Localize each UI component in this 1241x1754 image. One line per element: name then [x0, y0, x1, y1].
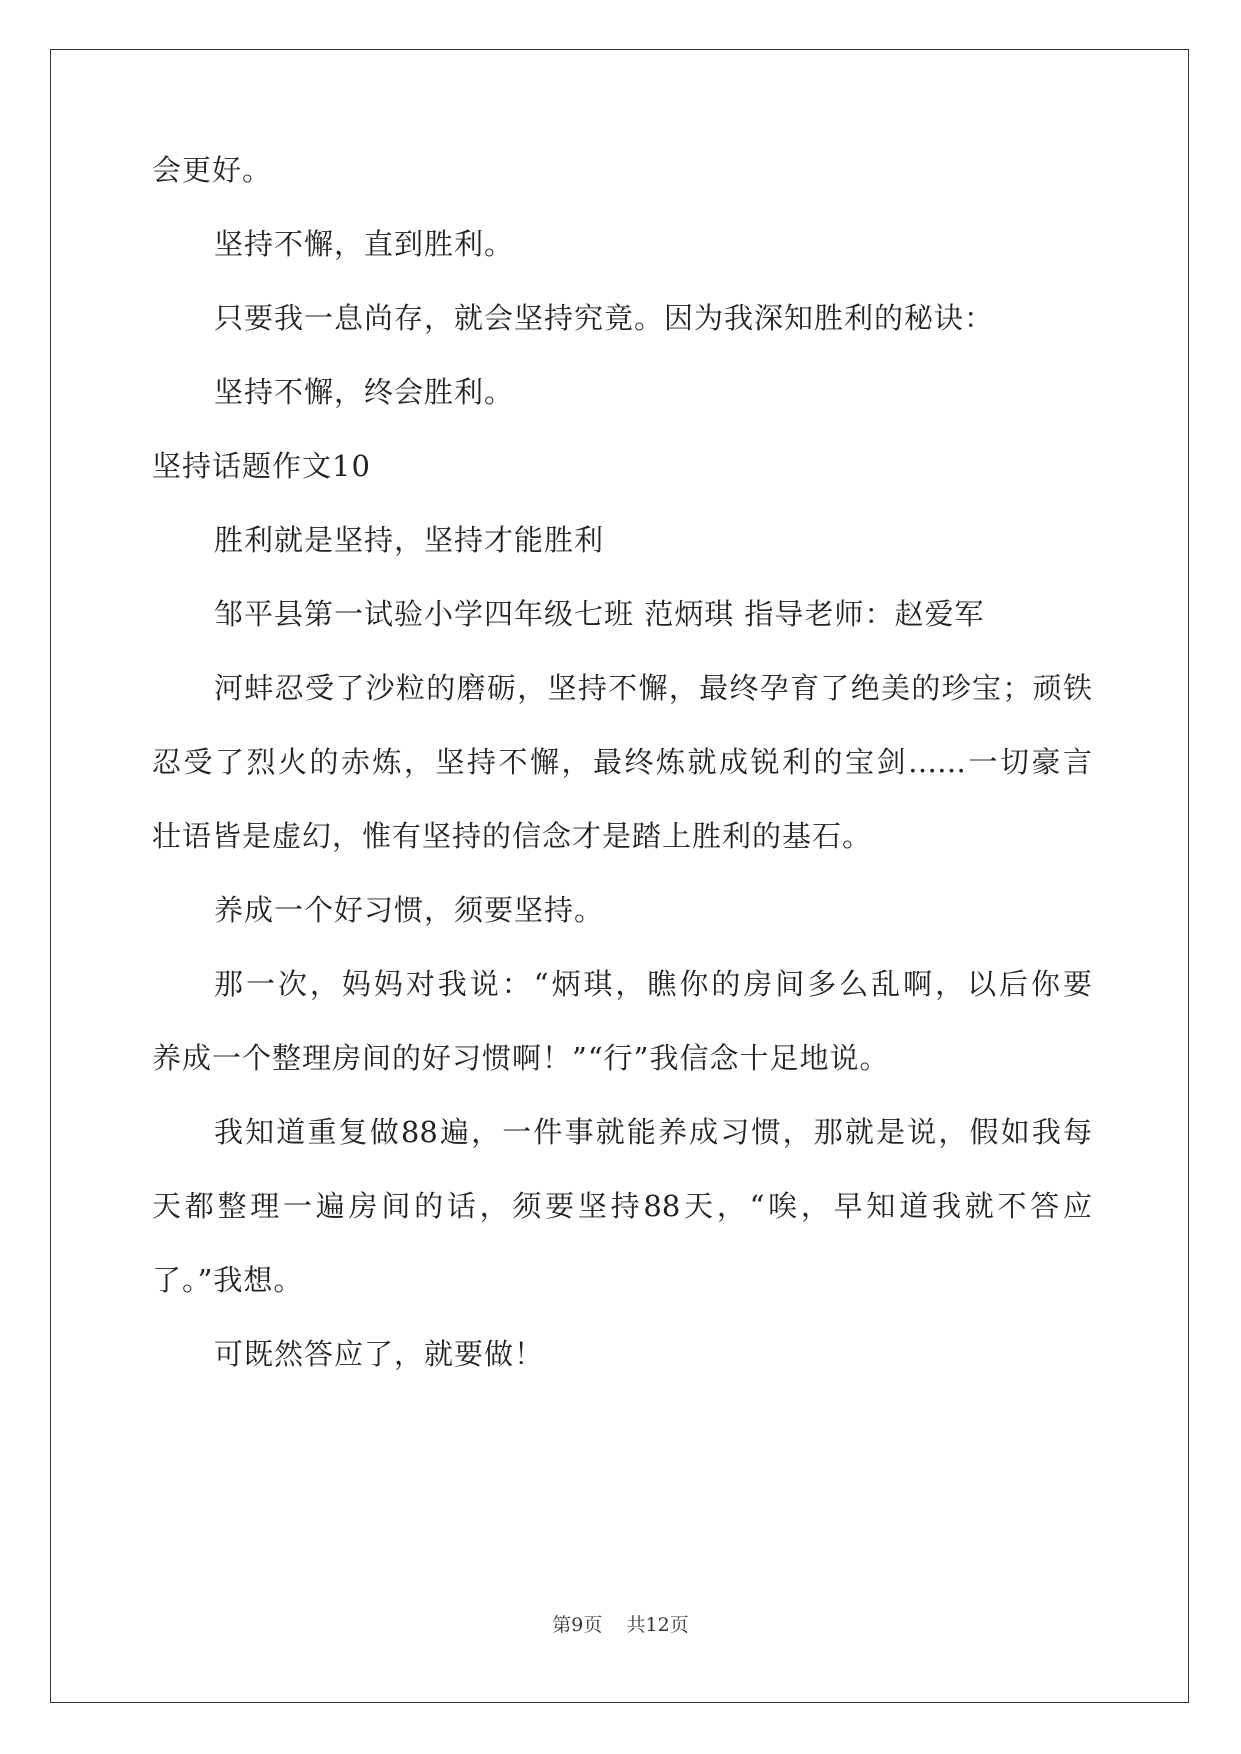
- text-line: 河蚌忍受了沙粒的磨砺，坚持不懈，最终孕育了绝美的珍宝；顽铁: [214, 671, 1092, 705]
- text-line: 养成一个好习惯，须要坚持。: [214, 893, 605, 927]
- text-line: 壮语皆是虚幻，惟有坚持的信念才是踏上胜利的基石。: [152, 819, 873, 853]
- author-line: 邹平县第一试验小学四年级七班 范炳琪 指导老师：赵爱军: [214, 597, 985, 631]
- page-total: 共12页: [626, 1614, 689, 1636]
- text-line: 天都整理一遍房间的话，须要坚持88天，“唉，早知道我就不答应: [152, 1189, 1092, 1223]
- page-footer: [0, 1613, 1241, 1637]
- section-heading: 坚持话题作文10: [152, 449, 371, 483]
- page-number: 第9页: [552, 1614, 603, 1636]
- text-line: 养成一个整理房间的好习惯啊！”“行”我信念十足地说。: [152, 1041, 890, 1075]
- text-line: 我知道重复做88遍，一件事就能养成习惯，那就是说，假如我每: [214, 1115, 1092, 1149]
- text-line: 忍受了烈火的赤炼，坚持不懈，最终炼就成锐利的宝剑……一切豪言: [152, 745, 1092, 779]
- text-line: 只要我一息尚存，就会坚持究竟。因为我深知胜利的秘诀：: [214, 301, 995, 335]
- text-line: 坚持不懈，直到胜利。: [214, 227, 515, 261]
- text-line: 了。”我想。: [152, 1263, 304, 1297]
- essay-title: 胜利就是坚持，坚持才能胜利: [214, 523, 605, 557]
- text-line: 会更好。: [152, 153, 273, 187]
- text-line: 坚持不懈，终会胜利。: [214, 375, 515, 409]
- text-line: 那一次，妈妈对我说：“炳琪，瞧你的房间多么乱啊，以后你要: [214, 967, 1092, 1001]
- text-line: 可既然答应了，就要做！: [214, 1337, 545, 1371]
